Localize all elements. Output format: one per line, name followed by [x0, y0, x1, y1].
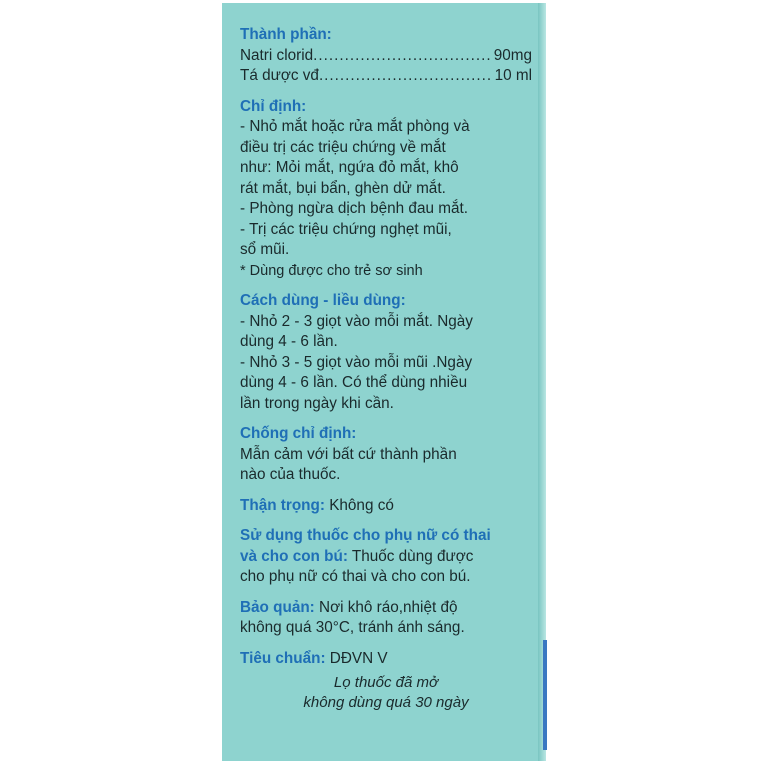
standard-section	[240, 649, 532, 670]
footer-line: không dùng quá 30 ngày	[303, 694, 469, 711]
precautions-text: Không có	[324, 496, 394, 514]
dosage-line: dùng 4 - 6 lần. Có thể dùng nhiều	[240, 374, 468, 391]
label-content	[240, 25, 532, 713]
contraindications-line: nào của thuốc.	[240, 466, 341, 483]
dot-leader	[319, 66, 493, 87]
box-edge-accent	[543, 640, 547, 750]
precautions-section	[240, 496, 532, 517]
pregnancy-heading: Sử dụng thuốc cho phụ nữ có thai	[240, 527, 491, 544]
storage-section	[240, 598, 532, 639]
ingredients-section	[240, 25, 532, 87]
indications-line: - Trị các triệu chứng nghẹt mũi,	[240, 220, 452, 238]
indications-section	[240, 97, 532, 282]
standard-text: DĐVN V	[325, 649, 388, 667]
dosage-section	[240, 291, 532, 414]
storage-heading: Bảo quản:	[240, 598, 315, 616]
pregnancy-section	[240, 526, 532, 588]
standard-heading: Tiêu chuẩn:	[240, 649, 326, 667]
contraindications-line: Mẫn cảm với bất cứ thành phần	[240, 445, 457, 463]
ingredient-amount: 10 ml	[494, 67, 532, 84]
dosage-line: lần trong ngày khi cần.	[240, 394, 394, 412]
ingredients-heading: Thành phần:	[240, 26, 332, 43]
ingredient-name: Natri clorid	[240, 46, 314, 64]
ingredient-row	[240, 66, 532, 87]
storage-text: không quá 30°C, tránh ánh sáng.	[240, 619, 465, 636]
indications-line: sổ mũi.	[240, 241, 290, 258]
opened-bottle-note	[240, 673, 532, 713]
dosage-line: dùng 4 - 6 lần.	[240, 333, 338, 350]
footer-line: Lọ thuốc đã mở	[333, 674, 439, 691]
newborn-note: * Dùng được cho trẻ sơ sinh	[240, 262, 423, 279]
indications-line: - Phòng ngừa dịch bệnh đau mắt.	[240, 200, 468, 217]
label-panel	[222, 3, 538, 761]
indications-line: điều trị các triệu chứng về mắt	[240, 138, 446, 156]
ingredient-amount: 90mg	[493, 46, 532, 64]
contraindications-heading: Chống chỉ định:	[240, 425, 357, 442]
dosage-line: - Nhỏ 2 - 3 giọt vào mỗi mắt. Ngày	[240, 312, 473, 330]
pregnancy-heading-cont: và cho con bú:	[240, 547, 348, 565]
ingredient-row	[240, 46, 532, 67]
ingredient-name: Tá dược vđ	[240, 67, 319, 84]
dosage-heading: Cách dùng - liều dùng:	[240, 292, 406, 309]
indications-line: như: Mỏi mắt, ngứa đỏ mắt, khô	[240, 159, 459, 176]
indications-line: rát mắt, bụi bẩn, ghèn dử mắt.	[240, 179, 446, 197]
dot-leader	[313, 46, 492, 67]
dosage-line: - Nhỏ 3 - 5 giọt vào mỗi mũi .Ngày	[240, 353, 473, 371]
storage-text: Nơi khô ráo,nhiệt độ	[314, 598, 458, 616]
indications-line: - Nhỏ mắt hoặc rửa mắt phòng và	[240, 118, 470, 135]
contraindications-section	[240, 424, 532, 486]
indications-heading: Chỉ định:	[240, 97, 307, 115]
precautions-heading: Thận trọng:	[240, 496, 325, 514]
pregnancy-text: cho phụ nữ có thai và cho con bú.	[240, 568, 471, 585]
pregnancy-text: Thuốc dùng được	[347, 547, 474, 565]
